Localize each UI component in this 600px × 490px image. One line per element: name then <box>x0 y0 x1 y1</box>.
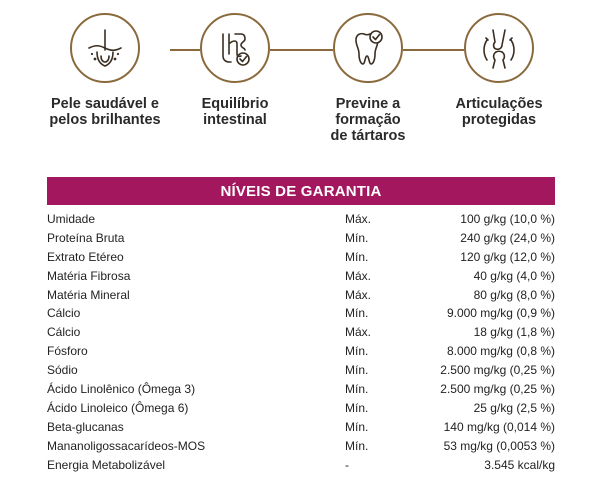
row-name: Umidade <box>47 212 96 226</box>
row-type: Mín. <box>345 382 369 397</box>
benefit-label: Previne a formação de tártaros <box>330 96 406 144</box>
row-type: Mín. <box>345 438 369 453</box>
row-name: Cálcio <box>47 325 81 340</box>
benefit-skin-coat <box>35 13 175 128</box>
table-row <box>47 380 555 399</box>
row-name: Extrato Etéreo <box>47 249 124 264</box>
row-type: Mín. <box>345 344 369 359</box>
benefit-intestinal <box>165 13 305 128</box>
benefits-section <box>0 0 600 160</box>
row-value: 40 g/kg (4,0 %) <box>473 268 555 283</box>
row-value: 18 g/kg (1,8 %) <box>473 325 555 340</box>
row-name: Ácido Linolênico (Ômega 3) <box>47 382 196 397</box>
row-value: 120 g/kg (12,0 %) <box>460 249 555 264</box>
row-name: Ácido Linoleico (Ômega 6) <box>47 400 189 415</box>
row-type: Mín. <box>345 230 369 245</box>
table-row <box>47 437 555 456</box>
table-row <box>47 229 555 248</box>
row-name: Sódio <box>47 363 78 378</box>
row-value: 53 mg/kg (0,0053 %) <box>443 438 555 453</box>
row-name: Matéria Fibrosa <box>47 268 131 283</box>
row-value: 2.500 mg/kg (0,25 %) <box>440 382 555 397</box>
row-type: Máx. <box>345 287 372 302</box>
table-row <box>47 210 555 229</box>
row-name: Beta-glucanas <box>47 419 124 434</box>
benefit-label: Pele saudável e pelos brilhantes <box>49 96 161 128</box>
row-name: Energia Metabolizável <box>47 457 166 472</box>
row-name: Mananoligossacarídeos-MOS <box>47 438 206 453</box>
row-type: Mín. <box>345 249 369 264</box>
row-value: 3.545 kcal/kg <box>484 457 555 472</box>
table-row <box>47 342 555 361</box>
row-value: 8.000 mg/kg (0,8 %) <box>446 344 555 359</box>
guarantee-table <box>47 210 555 474</box>
table-row <box>47 304 555 323</box>
benefit-label: Articulações protegidas <box>455 96 543 128</box>
benefit-tartar <box>298 13 438 144</box>
row-value: 140 mg/kg (0,014 %) <box>443 419 555 434</box>
row-type: Máx. <box>345 268 372 283</box>
row-type: Mín. <box>345 400 369 415</box>
table-row <box>47 286 555 305</box>
hair-follicle-icon <box>70 13 140 83</box>
row-name: Cálcio <box>47 306 81 321</box>
row-type: Máx. <box>345 212 372 226</box>
joint-icon <box>464 13 534 83</box>
row-value: 100 g/kg (10,0 %) <box>460 212 555 226</box>
row-name: Matéria Mineral <box>47 287 130 302</box>
row-value: 9.000 mg/kg (0,9 %) <box>446 306 555 321</box>
row-type: Máx. <box>345 325 372 340</box>
table-row <box>47 267 555 286</box>
guarantee-title-banner <box>47 177 555 205</box>
table-row <box>47 456 555 475</box>
row-name: Proteína Bruta <box>47 230 125 245</box>
row-type: Mín. <box>345 363 369 378</box>
table-row <box>47 418 555 437</box>
row-value: 80 g/kg (8,0 %) <box>473 287 555 302</box>
table-row <box>47 248 555 267</box>
row-type: - <box>345 457 349 472</box>
row-value: 25 g/kg (2,5 %) <box>473 400 555 415</box>
table-row <box>47 361 555 380</box>
row-type: Mín. <box>345 306 369 321</box>
benefit-label: Equilíbrio intestinal <box>201 96 269 128</box>
row-name: Fósforo <box>47 344 88 359</box>
table-row <box>47 323 555 342</box>
row-value: 240 g/kg (24,0 %) <box>460 230 555 245</box>
guarantee-title: NÍVEIS DE GARANTIA <box>220 182 382 200</box>
table-row <box>47 399 555 418</box>
row-type: Mín. <box>345 419 369 434</box>
intestine-icon <box>200 13 270 83</box>
row-value: 2.500 mg/kg (0,25 %) <box>440 363 555 378</box>
benefit-joints <box>429 13 569 128</box>
tooth-icon <box>333 13 403 83</box>
